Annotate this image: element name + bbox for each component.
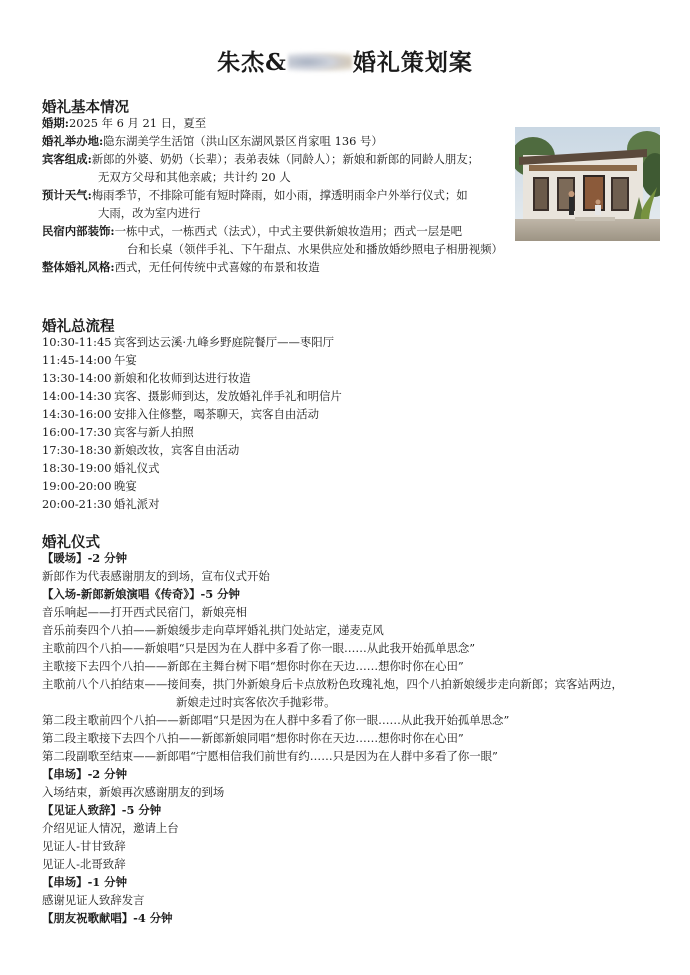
schedule-time: 14:30-16:00 [42,407,112,421]
schedule-desc: 婚礼仪式 [114,461,160,475]
venue-label: 婚礼举办地: [42,134,104,148]
wedding-venue [42,132,383,150]
schedule-time: 16:00-17:30 [42,425,112,439]
date-label: 婚期: [42,116,69,130]
style-label: 整体婚礼风格: [42,260,115,274]
schedule-row [42,387,342,405]
ceremony-line: 感谢见证人致辞发言 [42,893,145,907]
weather-label: 预计天气: [42,188,92,202]
date-value: 2025 年 6 月 21 日，夏至 [69,116,207,130]
venue-photo-image [515,127,660,241]
weather-value-1: 梅雨季节，不排除可能有短时降雨，如小雨，撑透明雨伞户外举行仪式；如 [91,188,468,202]
schedule-row [42,495,160,513]
ceremony-line: 介绍见证人情况，邀请上台 [42,821,179,835]
schedule-time: 13:30-14:00 [42,371,112,385]
schedule-desc: 新娘和化妆师到达进行妆造 [114,371,251,385]
style-value: 西式，无任何传统中式喜嫁的布景和妆造 [114,260,320,274]
segment-title: 【串场】-2 分钟 [42,767,127,781]
document-title [0,44,690,77]
section-heading-basic: 婚礼基本情况 [42,99,129,116]
schedule-desc: 宾客与新人拍照 [114,425,194,439]
schedule-row [42,369,251,387]
ceremony-line: 新郎作为代表感谢朋友的到场，宣布仪式开始 [42,569,270,583]
schedule-time: 14:00-14:30 [42,389,112,403]
bnb-decor [42,222,462,240]
ceremony-line: 音乐响起——打开西式民宿门，新娘亮相 [42,605,248,619]
ceremony-line: 入场结束，新娘再次感谢朋友的到场 [42,785,225,799]
ceremony-line: 第二段主歌接下去四个八拍——新郎新娘同唱“想你时你在天边……想你时你在心田” [42,731,464,745]
ceremony-line: 第二段主歌前四个八拍——新郎唱“只是因为在人群中多看了你一眼……从此我开始孤单思念” [42,713,510,727]
title-prefix: 朱杰& [217,49,287,76]
schedule-row [42,351,137,369]
segment-title: 【朋友祝歌献唱】-4 分钟 [42,911,173,925]
decor-label: 民宿内部装饰: [42,224,115,238]
venue-photo [515,127,660,241]
schedule-row [42,441,239,459]
ceremony-line: 第二段副歌至结束——新郎唱“宁愿相信我们前世有约……只是因为在人群中多看了你一眼” [42,749,498,763]
wedding-style [42,258,320,276]
schedule-desc: 婚礼派对 [114,497,160,511]
schedule-row [42,333,334,351]
weather-value-2: 大雨，改为室内进行 [98,206,201,220]
guests-value-1: 新郎的外婆、奶奶（长辈）；表弟表妹（同龄人）；新娘和新郎的同龄人朋友； [91,152,480,166]
schedule-time: 19:00-20:00 [42,479,112,493]
schedule-row [42,405,319,423]
segment-title: 【暖场】-2 分钟 [42,551,127,565]
schedule-time: 18:30-19:00 [42,461,112,475]
schedule-desc: 宾客到达云溪·九峰乡野庭院餐厅——枣阳厅 [114,335,335,349]
schedule-row [42,477,137,495]
segment-title: 【入场-新郎新娘演唱《传奇》】-5 分钟 [42,587,240,601]
schedule-time: 20:00-21:30 [42,497,112,511]
schedule-desc: 安排入住修整，喝茶聊天，宾客自由活动 [114,407,320,421]
schedule-time: 10:30-11:45 [42,335,112,349]
weather-forecast [42,186,468,204]
ceremony-line: 主歌前八个八拍结束——接间奏，拱门外新娘身后卡点放粉色玫瑰礼炮，四个八拍新娘缓步走向新郎；宾客站两边， [42,677,623,691]
ceremony-line: 主歌前四个八拍——新娘唱“只是因为在人群中多看了你一眼……从此我开始孤单思念” [42,641,476,655]
wedding-date [42,114,206,132]
ceremony-line: 音乐前奏四个八拍——新娘缓步走向草坪婚礼拱门处站定，递麦克风 [42,623,384,637]
schedule-desc: 晚宴 [114,479,137,493]
ceremony-line: 主歌接下去四个八拍——新郎在主舞台树下唱“想你时你在天边……想你时你在心田” [42,659,464,673]
section-heading-ceremony: 婚礼仪式 [42,534,100,551]
title-suffix: 婚礼策划案 [352,49,473,76]
ceremony-line: 见证人-北哥致辞 [42,857,126,871]
schedule-desc: 新娘改妆，宾客自由活动 [114,443,240,457]
redacted-name [288,51,352,73]
schedule-row [42,459,160,477]
guests-label: 宾客组成: [42,152,92,166]
decor-value-1: 一栋中式，一栋西式（法式），中式主要供新娘妆造用；西式一层是吧 [114,224,462,238]
schedule-desc: 宾客、摄影师到达，发放婚礼伴手礼和明信片 [114,389,342,403]
venue-value: 隐东湖美学生活馆（洪山区东湖风景区肖家咀 136 号） [103,134,383,148]
guest-composition [42,150,479,168]
decor-value-2: 台和长桌（领伴手礼、下午甜点、水果供应处和播放婚纱照电子相册视频） [127,242,503,256]
schedule-desc: 午宴 [114,353,137,367]
ceremony-line-cont: 新娘走过时宾客依次手抛彩带。 [176,695,336,709]
segment-title: 【见证人致辞】-5 分钟 [42,803,162,817]
schedule-time: 11:45-14:00 [42,353,112,367]
schedule-row [42,423,194,441]
schedule-time: 17:30-18:30 [42,443,112,457]
section-heading-flow: 婚礼总流程 [42,318,115,335]
segment-title: 【串场】-1 分钟 [42,875,127,889]
guests-value-2: 无双方父母和其他亲戚；共计约 20 人 [98,170,291,184]
ceremony-line: 见证人-甘甘致辞 [42,839,126,853]
